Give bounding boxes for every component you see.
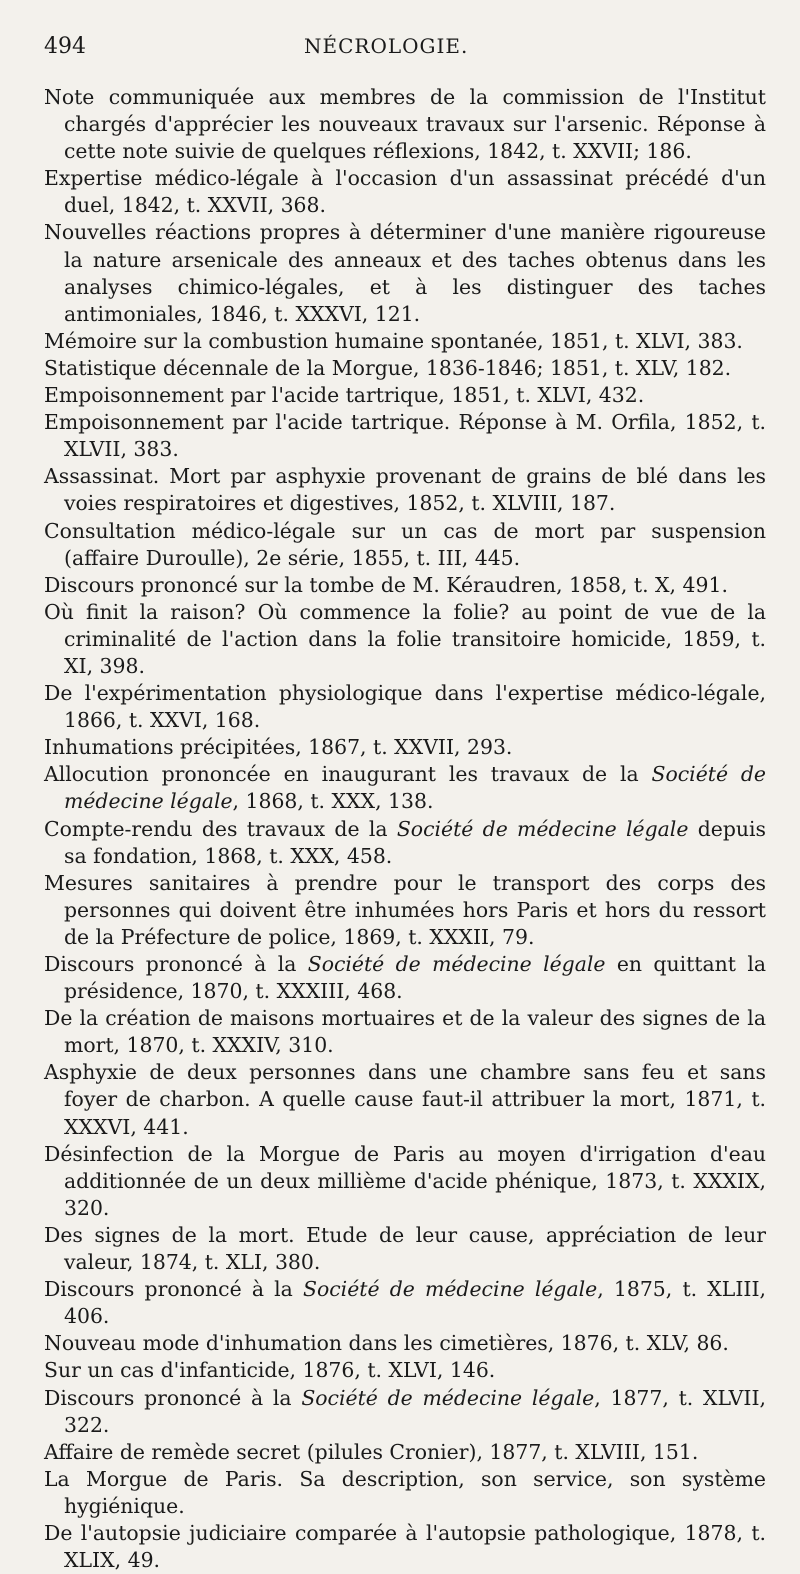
journal-title: Société de médecine légale: [303, 1277, 598, 1302]
bibliography-entry: [44, 1385, 766, 1439]
bibliography-entry: [44, 951, 766, 1005]
entry-text: Inhumations précipitées, 1867, t. XXVII, 293.: [44, 735, 513, 760]
entry-text: Compte-rendu des travaux de la: [44, 816, 397, 841]
bibliography-entry: [44, 165, 766, 219]
bibliography-entry: [44, 734, 766, 761]
page-header: [44, 34, 766, 84]
bibliography-entry: [44, 382, 766, 409]
entry-text: Discours prononcé sur la tombe de M. Kéraudren, 1858, t. X, 491.: [44, 572, 728, 597]
bibliography-entry: [44, 870, 766, 951]
entry-text: De l'expérimentation physiologique dans l'expertise médico-légale, 1866, t. XXVI, 168.: [44, 681, 766, 733]
bibliography-entry: [44, 1520, 766, 1574]
bibliography-entry: [44, 1357, 766, 1384]
entry-text: De l'autopsie judiciaire comparée à l'autopsie pathologique, 1878, t. XLIX, 49.: [44, 1520, 766, 1573]
journal-title: Société de médecine légale: [301, 1385, 595, 1410]
entry-text: Sur un cas d'infanticide, 1876, t. XLVI, 146.: [44, 1358, 496, 1383]
entry-text: en quittant la présidence, 1870, t. XXXIII, 468.: [64, 952, 766, 1004]
bibliography-entry: [44, 1222, 766, 1276]
bibliography-entry: [44, 816, 766, 870]
bibliography-entry: [44, 599, 766, 680]
entry-text: Des signes de la mort. Etude de leur cause, appréciation de leur valeur, 1874, t. XLI, 380.: [44, 1222, 766, 1275]
entry-text: Empoisonnement par l'acide tartrique. Réponse à M. Orfila, 1852, t. XLVII, 383.: [44, 410, 766, 462]
journal-title: Société de médecine légale: [396, 816, 689, 841]
bibliography-entry: [44, 1059, 766, 1140]
bibliography-entry: [44, 1466, 766, 1520]
entry-text: Affaire de remède secret (pilules Cronier), 1877, t. XLVIII, 151.: [44, 1439, 699, 1464]
entry-text: Statistique décennale de la Morgue, 1836-1846; 1851, t. XLV, 182.: [44, 355, 732, 380]
entry-text: depuis sa fondation, 1868, t. XXX, 458.: [64, 816, 766, 868]
bibliography-entry: [44, 572, 766, 599]
entry-text: , 1868, t. XXX, 138.: [232, 789, 434, 814]
entry-text: Empoisonnement par l'acide tartrique, 1851, t. XLVI, 432.: [44, 383, 645, 408]
entry-text: Consultation médico-légale sur un cas de mort par suspension (affaire Duroulle), 2e série, 1855, t. III, 445.: [44, 518, 766, 570]
page-number: 494: [44, 34, 86, 59]
bibliography-entry: [44, 84, 766, 165]
bibliography-entry: [44, 463, 766, 517]
entry-text: , 1875, t. XLIII, 406.: [64, 1277, 766, 1329]
entry-text: , 1877, t. XLVII, 322.: [64, 1385, 766, 1437]
bibliography-entry: [44, 328, 766, 355]
bibliography-entry: [44, 761, 766, 815]
bibliography-entry: [44, 409, 766, 463]
bibliography-entry: [44, 1005, 766, 1059]
entry-text: Discours prononcé à la: [44, 1277, 304, 1302]
bibliography-entry: [44, 518, 766, 572]
entry-text: Expertise médico-légale à l'occasion d'un assassinat précédé d'un duel, 1842, t. XXVII, 368.: [44, 166, 766, 218]
entry-text: Discours prononcé à la: [44, 952, 308, 976]
bibliography-entry: [44, 219, 766, 327]
journal-title: Société de médecine légale: [307, 952, 606, 976]
bibliography-entry: [44, 1141, 766, 1222]
entry-text: Asphyxie de deux personnes dans une chambre sans feu et sans foyer de charbon. A quelle cause faut-il attribuer la mort, 1871, t. XXXVI, 441.: [44, 1060, 766, 1139]
entry-text: Assassinat. Mort par asphyxie provenant de grains de blé dans les voies respiratoires et digestives, 1852, t. XLVIII, 187.: [44, 464, 766, 516]
entry-text: Nouvelles réactions propres à déterminer d'une manière rigoureuse la nature arsenicale des anneaux et des taches obtenus dans les analyses chimico-légales, et à les distinguer des taches antimoniales, 1846, t. XXXVI, 121.: [44, 220, 766, 326]
bibliography-entry: [44, 1330, 766, 1357]
running-title: NÉCROLOGIE.: [304, 34, 469, 58]
journal-title: Société de médecine légale: [64, 762, 766, 814]
bibliography-entry: [44, 355, 766, 382]
entry-text: Discours prononcé à la: [44, 1385, 302, 1410]
entry-text: Mesures sanitaires à prendre pour le transport des corps des personnes qui doivent être inhumées hors Paris et hors du ressort de la Préfecture de police, 1869, t. XXXII, 79.: [44, 870, 766, 949]
entry-text: Nouveau mode d'inhumation dans les cimetières, 1876, t. XLV, 86.: [44, 1331, 729, 1356]
bibliography-entry: [44, 680, 766, 734]
entry-text: Désinfection de la Morgue de Paris au moyen d'irrigation d'eau additionnée de un deux millième d'acide phénique, 1873, t. XXXIX, 320.: [44, 1141, 766, 1220]
entry-text: Mémoire sur la combustion humaine spontanée, 1851, t. XLVI, 383.: [44, 328, 743, 353]
entry-text: De la création de maisons mortuaires et de la valeur des signes de la mort, 1870, t. XXXIV, 310.: [44, 1006, 766, 1058]
bibliography-entry: [44, 1276, 766, 1330]
entry-text: La Morgue de Paris. Sa description, son service, son système hygiénique.: [44, 1466, 766, 1518]
entry-text: Allocution prononcée en inaugurant les travaux de la: [44, 762, 652, 787]
entry-text: Où finit la raison? Où commence la folie? au point de vue de la criminalité de l'action dans la folie transitoire homicide, 1859, t. XI, 398.: [44, 599, 766, 678]
entry-text: Note communiquée aux membres de la commission de l'Institut chargés d'apprécier les nouveaux travaux sur l'arsenic. Réponse à cette note suivie de quelques réflexions, 1842, t. XXVII; 186.: [44, 85, 766, 164]
bibliography-entry: [44, 1439, 766, 1466]
bibliography-list: [44, 84, 766, 1574]
